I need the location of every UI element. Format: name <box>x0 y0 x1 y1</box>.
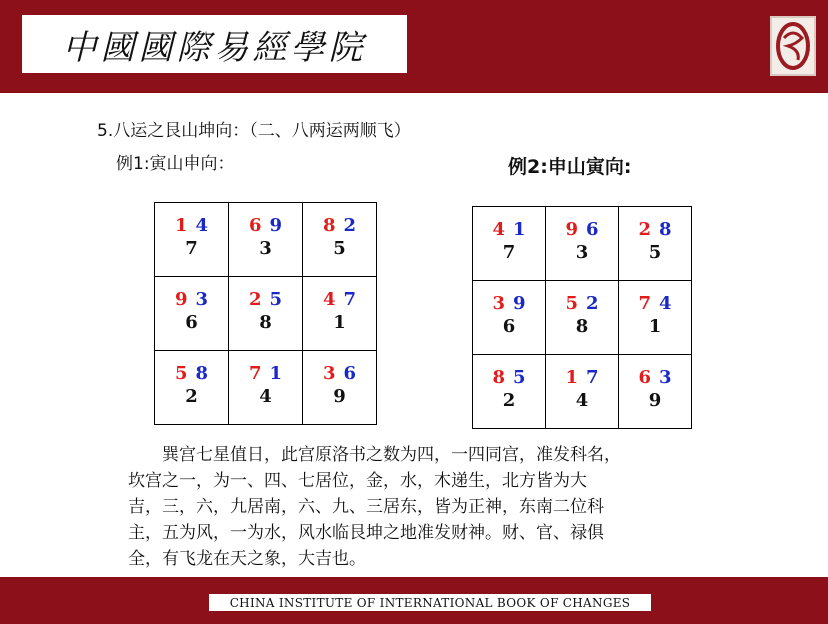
base-star: 8 <box>259 312 272 333</box>
water-star: 2 <box>343 215 357 236</box>
grid-cell <box>473 207 546 281</box>
grid-cell <box>155 277 229 351</box>
institute-title: 中國國際易經學院 <box>22 15 407 73</box>
base-star: 2 <box>502 390 516 411</box>
water-star: 5 <box>269 289 283 310</box>
water-star: 1 <box>513 219 526 240</box>
base-star: 3 <box>259 238 272 259</box>
base-star: 1 <box>333 312 346 333</box>
grid-cell <box>619 207 692 281</box>
base-star: 5 <box>648 242 662 263</box>
base-star: 4 <box>259 386 272 407</box>
water-star: 1 <box>269 363 283 384</box>
base-star: 9 <box>333 386 346 407</box>
mountain-star: 9 <box>565 219 578 240</box>
mountain-star: 2 <box>638 219 651 240</box>
grid-cell <box>619 355 692 429</box>
water-star: 6 <box>343 363 357 384</box>
base-star: 2 <box>185 386 198 407</box>
base-star: 1 <box>648 316 662 337</box>
mountain-star: 8 <box>322 215 336 236</box>
base-star: 6 <box>502 316 516 337</box>
explanation-paragraph <box>128 442 718 572</box>
mountain-star: 5 <box>565 293 578 314</box>
base-star: 3 <box>575 242 589 263</box>
example1-flying-star-grid <box>154 202 377 425</box>
water-star: 8 <box>195 363 209 384</box>
example2-label: 例2:申山寅向: <box>508 156 632 178</box>
grid-cell <box>473 355 546 429</box>
water-star: 9 <box>269 215 283 236</box>
mountain-star: 1 <box>565 367 578 388</box>
paragraph-line: 吉，三，六，九居南，六、九、三居东，皆为正神，东南二位科 <box>128 497 604 517</box>
grid-cell <box>155 351 229 425</box>
water-star: 7 <box>586 367 599 388</box>
grid-cell <box>473 281 546 355</box>
water-star: 4 <box>195 215 209 236</box>
mountain-star: 9 <box>174 289 188 310</box>
base-star: 9 <box>648 390 662 411</box>
base-star: 7 <box>185 238 198 259</box>
water-star: 3 <box>195 289 209 310</box>
base-star: 4 <box>575 390 589 411</box>
mountain-star: 7 <box>248 363 262 384</box>
mountain-star: 5 <box>174 363 188 384</box>
grid-cell <box>546 281 619 355</box>
mountain-star: 3 <box>322 363 336 384</box>
base-star: 7 <box>502 242 516 263</box>
base-star: 5 <box>333 238 346 259</box>
paragraph-line: 全，有飞龙在天之象，大吉也。 <box>128 549 366 569</box>
example1-label: 例1:寅山申向： <box>116 154 235 174</box>
mountain-star: 7 <box>638 293 651 314</box>
grid-cell <box>229 277 303 351</box>
water-star: 7 <box>343 289 357 310</box>
paragraph-line: 坎宫之一，为一、四、七居位，金，水，木递生，北方皆为大 <box>128 471 587 491</box>
grid-cell <box>619 281 692 355</box>
paragraph-line: 巽宫七星值日，此宫原洛书之数为四，一四同宫，准发科名， <box>162 445 621 465</box>
section-heading: 5.八运之艮山坤向：（二、八两运两顺飞） <box>97 121 411 141</box>
mountain-star: 3 <box>492 293 505 314</box>
water-star: 8 <box>659 219 672 240</box>
paragraph-line: 主，五为风，一为水，风水临艮坤之地准发财神。财、官、禄俱 <box>128 523 604 543</box>
grid-cell <box>303 277 377 351</box>
water-star: 3 <box>659 367 672 388</box>
water-star: 5 <box>513 367 526 388</box>
water-star: 2 <box>586 293 599 314</box>
water-star: 6 <box>586 219 599 240</box>
water-star: 9 <box>513 293 526 314</box>
mountain-star: 8 <box>492 367 505 388</box>
mountain-star: 6 <box>638 367 651 388</box>
grid-cell <box>155 203 229 277</box>
institute-logo-icon <box>770 16 816 76</box>
base-star: 6 <box>185 312 198 333</box>
grid-cell <box>229 203 303 277</box>
water-star: 4 <box>659 293 672 314</box>
mountain-star: 2 <box>248 289 262 310</box>
mountain-star: 4 <box>492 219 505 240</box>
example2-flying-star-grid <box>472 206 692 429</box>
grid-cell <box>303 203 377 277</box>
mountain-star: 6 <box>248 215 262 236</box>
mountain-star: 1 <box>174 215 188 236</box>
grid-cell <box>229 351 303 425</box>
grid-cell <box>546 355 619 429</box>
grid-cell <box>303 351 377 425</box>
footer-institute-name: CHINA INSTITUTE OF INTERNATIONAL BOOK OF CHANGES <box>209 594 651 611</box>
mountain-star: 4 <box>322 289 336 310</box>
base-star: 8 <box>575 316 589 337</box>
grid-cell <box>546 207 619 281</box>
